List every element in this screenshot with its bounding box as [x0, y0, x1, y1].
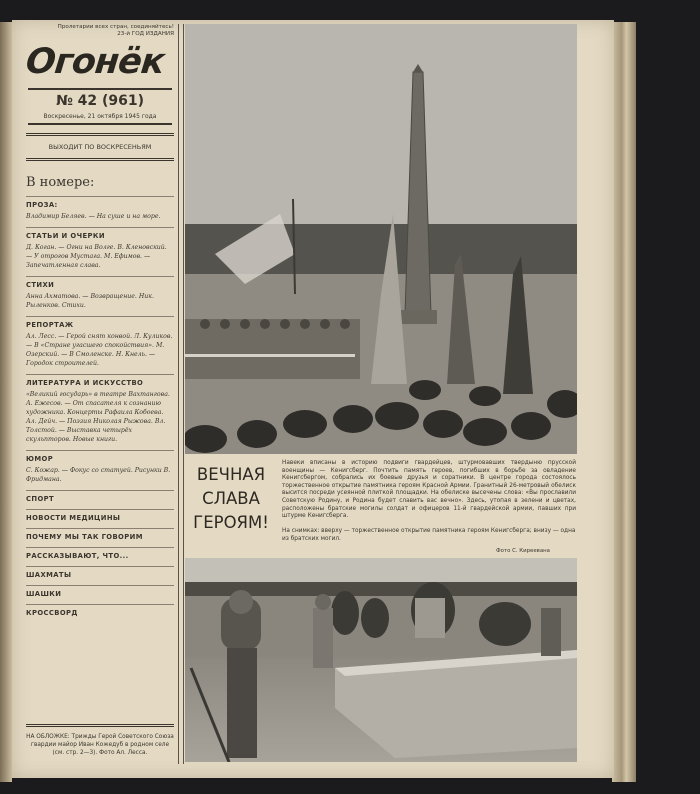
section-heading: НОВОСТИ МЕДИЦИНЫ	[26, 514, 121, 522]
column-divider	[178, 24, 184, 764]
edition-year: 23-й ГОД ИЗДАНИЯ	[117, 31, 174, 37]
section-heading: СПОРТ	[26, 495, 55, 503]
page-stack-edge	[612, 22, 636, 782]
section-text: Анна Ахматова. — Возвращение. Ник. Рыленков. Стихи.	[26, 293, 154, 309]
contents-section	[26, 316, 174, 368]
issue-box	[28, 88, 172, 125]
contents-section	[26, 276, 174, 310]
section-text: Владимир Беляев. — На суше и на море.	[26, 213, 161, 220]
grave-scene	[185, 558, 577, 762]
contents-section	[26, 547, 174, 560]
section-heading: СТАТЬИ И ОЧЕРКИ	[26, 232, 105, 240]
contents-section	[26, 585, 174, 598]
section-heading: ЛИТЕРАТУРА И ИСКУССТВО	[26, 379, 144, 387]
contents-section	[26, 490, 174, 503]
contents-section	[26, 528, 174, 541]
motto	[26, 24, 174, 38]
section-text: Д. Коган. — Огни на Волге. В. Кленовский. — У отрогов Мустага. М. Ефимов. — Запечатленная слава.	[26, 244, 167, 269]
section-heading: ШАШКИ	[26, 590, 62, 598]
section-heading: КРОССВОРД	[26, 609, 78, 617]
issue-date: Воскресенье, 21 октября 1945 года	[43, 113, 157, 120]
feature-headline	[188, 463, 274, 535]
section-heading: ПОЧЕМУ МЫ ТАК ГОВОРИМ	[26, 533, 143, 541]
obelisk-scene	[185, 24, 577, 454]
masthead-sidebar	[23, 24, 174, 764]
binding-edge	[0, 22, 12, 782]
section-heading: ШАХМАТЫ	[26, 571, 72, 579]
section-heading: СТИХИ	[26, 281, 55, 289]
brotherly-grave-photo	[185, 558, 577, 762]
headline-line: СЛАВА	[202, 489, 260, 508]
obelisk-ceremony-photo	[185, 24, 577, 454]
contents-section	[26, 604, 174, 617]
headline-line: ГЕРОЯМ!	[193, 513, 269, 532]
contents-section	[26, 509, 174, 522]
photo-credit: Фото С. Киреевана	[496, 548, 550, 554]
photo-caption: На снимках: вверху — торжественное открытие памятника героям Кенигсберга; внизу — одна из братских могил.	[282, 528, 576, 542]
section-heading: РАССКАЗЫВАЮТ, ЧТО...	[26, 552, 129, 560]
motto-line: Пролетарии всех стран, соединяйтесь!	[57, 24, 174, 30]
publication-schedule: ВЫХОДИТ ПО ВОСКРЕСЕНЬЯМ	[26, 133, 174, 161]
section-heading: РЕПОРТАЖ	[26, 321, 74, 329]
contents-title: В номере:	[26, 175, 95, 190]
section-text: С. Кожар. — Фокус со статуей. Рисунки В. Фридмана.	[26, 467, 171, 483]
headline-line: ВЕЧНАЯ	[196, 465, 266, 484]
section-heading: ЮМОР	[26, 455, 54, 463]
contents-section	[26, 374, 174, 444]
contents-section	[26, 227, 174, 270]
cover-note: НА ОБЛОЖКЕ: Трижды Герой Советского Союза гвардии майор Иван Кожедуб в родном селе (см. стр. 2—3). Фото Ал. Лесса.	[26, 724, 174, 757]
magazine-logo: Огонёк	[23, 42, 166, 82]
contents-section	[26, 566, 174, 579]
section-text: «Великий государь» в театре Вахтангова. А. Ежесов. — От спасателя к сознанию художника. Концерты Рафаила Кобоева. Ал. Дейч. — Поэзия Николая Рыжова. Вл. Толстой. — Выставка четырёх скульпторов. Новые книги.	[26, 391, 170, 443]
contents-section	[26, 450, 174, 484]
section-heading: ПРОЗА:	[26, 201, 58, 209]
contents-section	[26, 196, 174, 221]
issue-number: № 42 (961)	[55, 93, 145, 109]
section-text: Ал. Лесс. — Герой снят конвой. Л. Куликов. — В «Стране угасшего спокойствия». М. Озерский. — В Смоленске. Н. Кнель. — Городок строителей.	[26, 333, 173, 367]
feature-caption: Навеки вписаны в историю подвиги гвардейцев, штурмовавших твердыню прусской военщины — Кенигсберг. Почтить память героев, погибших в борьбе за овладение Кенигсбергом, собрались их боевые друзья и соратники. В центре города состоялось торжественное открытие памятника героям Красной Армии. Гранитный 26-метровый обелиск высится посреди усеянной плиткой площадки. На обелиске высечены слова: «Вы прославили Советскую Родину, и Родина будет славить вас вечно». Здесь, утопая в зелени и цветах, расположены братские могилы солдат и офицеров 11-й гвардейской армии, павших при штурме Кенигсберга.	[282, 460, 576, 520]
